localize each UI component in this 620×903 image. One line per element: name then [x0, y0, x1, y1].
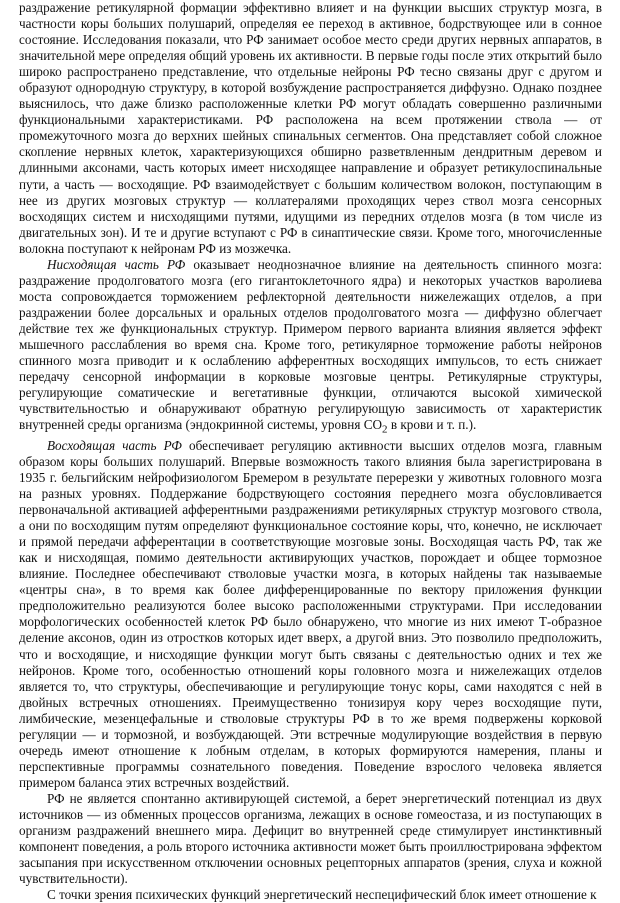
paragraph	[19, 887, 602, 903]
paragraph-text: оказывает неоднозначное влияние на деятельность спинного мозга: раздражение продолговатого мозга (его гигантоклеточного ядра) и некоторых участков варолиева моста сопровождается торможением рефлекторной деятельности нижележащих отделов, а при раздражении более дорсальных и оральных отделов продолговатого мозга — диффузно облегчает действие тех же функциональных структур. Примером первого варианта влияния является эффект мышечного расслабления во время сна. Кроме того, ретикулярное торможение работы нейронов спинного мозга приводит и к ослаблению афферентных восходящих импульсов, то есть снижает передачу сенсорной информации в корковые мозговые центры. Ретикулярные структуры, регулирующие соматические и вегетативные функции, отличаются высокой химической чувствительностью и обнаруживают обратную регулирующую зависимость от характеристик внутренней среды организма (эндокринной системы, уровня СО	[19, 256, 602, 433]
paragraph	[19, 438, 602, 791]
paragraph-text: раздражение ретикулярной формации эффективно влияет и на функции высших структур мозга, в частности коры больших полушарий, определяя ее переход в активное, бодрствующее или в сонное состояние. Исследования показали, что РФ занимает особое место среди других нервных аппаратов, в значительной мере определяя общий уровень их активности. В первые годы после этих открытий было широко распространено представление, что отдельные нейроны РФ тесно связаны друг с другом и образуют однородную структуру, в которой возбуждение распространяется диффузно. Однако позднее выяснилось, что даже близко расположенные клетки РФ могут обладать совершенно различными функциональными характеристиками. РФ расположена на всем протяжении ствола — от промежуточного мозга до верхних шейных спинальных сегментов. Она представляет собой сложное скопление нервных клеток, характеризующихся обширно разветвленным дендритным деревом и длинными аксонами, часть которых имеет нисходящее направление и образует ретикулоспинальные пути, а часть — восходящие. РФ взаимодействует с большим количеством волокон, поступающим в нее из других мозговых структур — коллатералями проходящих через ствол мозга сенсорных восходящих систем и нисходящими путями, идущими из передних отделов мозга (в том числе из двигательных зон). И те и другие вступают с РФ в синаптические связи. Кроме того, многочисленные волокна поступают к нейронам РФ из мозжечка.	[19, 0, 602, 256]
paragraph	[19, 0, 602, 257]
italic-term: Восходящая часть РФ	[47, 437, 182, 453]
paragraph-text: в крови и т. п.).	[387, 417, 477, 433]
subscript: 2	[382, 423, 388, 436]
paragraph	[19, 257, 602, 438]
paragraph-text: обеспечивает регуляцию активности высших отделов мозга, главным образом коры больших полушарий. Впервые возможность такого влияния была зарегистрирована в 1935 г. бельгийским нейрофизиологом Бремером в результате перерезки у животных головного мозга на разных уровнях. Поддержание бодрствующего состояния переднего мозга обусловливается первоначальной активацией афферентными раздражениями ретикулярных структур мозгового ствола, а они по восходящим путям определяют функциональное состояние коры, что, конечно, не исключает и прямой передачи афферентации в соответствующие мозговые зоны. Восходящая часть РФ, так же как и нисходящая, помимо деятельности активирующих участков, порождает и общее тормозное влияние. Последнее обеспечивают стволовые участки мозга, в которых найдены так называемые «центры сна», в то время как более дифференцированные по вектору приложения функции предположительно реализуются более высоко расположенными структурами. При исследовании морфологических особенностей клеток РФ было обнаружено, что многие из них имеют Т-образное деление аксонов, один из отростков которых идет вверх, а другой вниз. Это позволило предположить, что и восходящие, и нисходящие функции могут быть связаны с деятельностью одних и тех же нейронов. Кроме того, особенностью отношений коры головного мозга и нижележащих отделов является то, что структуры, обеспечивающие и регулирующие тонус коры, сами находятся с ней в двойных встречных отношениях. Преимущественно тонизируя кору через восходящие пути, лимбические, мезенцефальные и стволовые структуры РФ в то же время подвержены корковой регуляции — и тормозной, и возбуждающей. Эти встречные модулирующие воздействия в первую очередь имеют отношение к лобным отделам, в которых формируются намерения, планы и перспективные программы сознательного поведения. Поведение взрослого человека является примером баланса этих встречных воздействий.	[19, 437, 602, 790]
paragraph-text: С точки зрения психических функций энергетический неспецифический блок имеет отношение к	[47, 887, 597, 903]
italic-term: Нисходящая часть РФ	[47, 256, 186, 272]
paragraph-text: РФ не является спонтанно активирующей системой, а берет энергетический потенциал из двух источников — из обменных процессов организма, лежащих в основе гомеостаза, и из поступающих в организм раздражений внешнего мира. Дефицит во внутренней среде стимулирует инстинктивный компонент поведения, а роль второго источника активности может быть проиллюстрирована эффектом засыпания при искусственном отключении основных рецепторных аппаратов (зрения, слуха и кожной чувствительности).	[19, 790, 602, 887]
paragraph	[19, 791, 602, 887]
